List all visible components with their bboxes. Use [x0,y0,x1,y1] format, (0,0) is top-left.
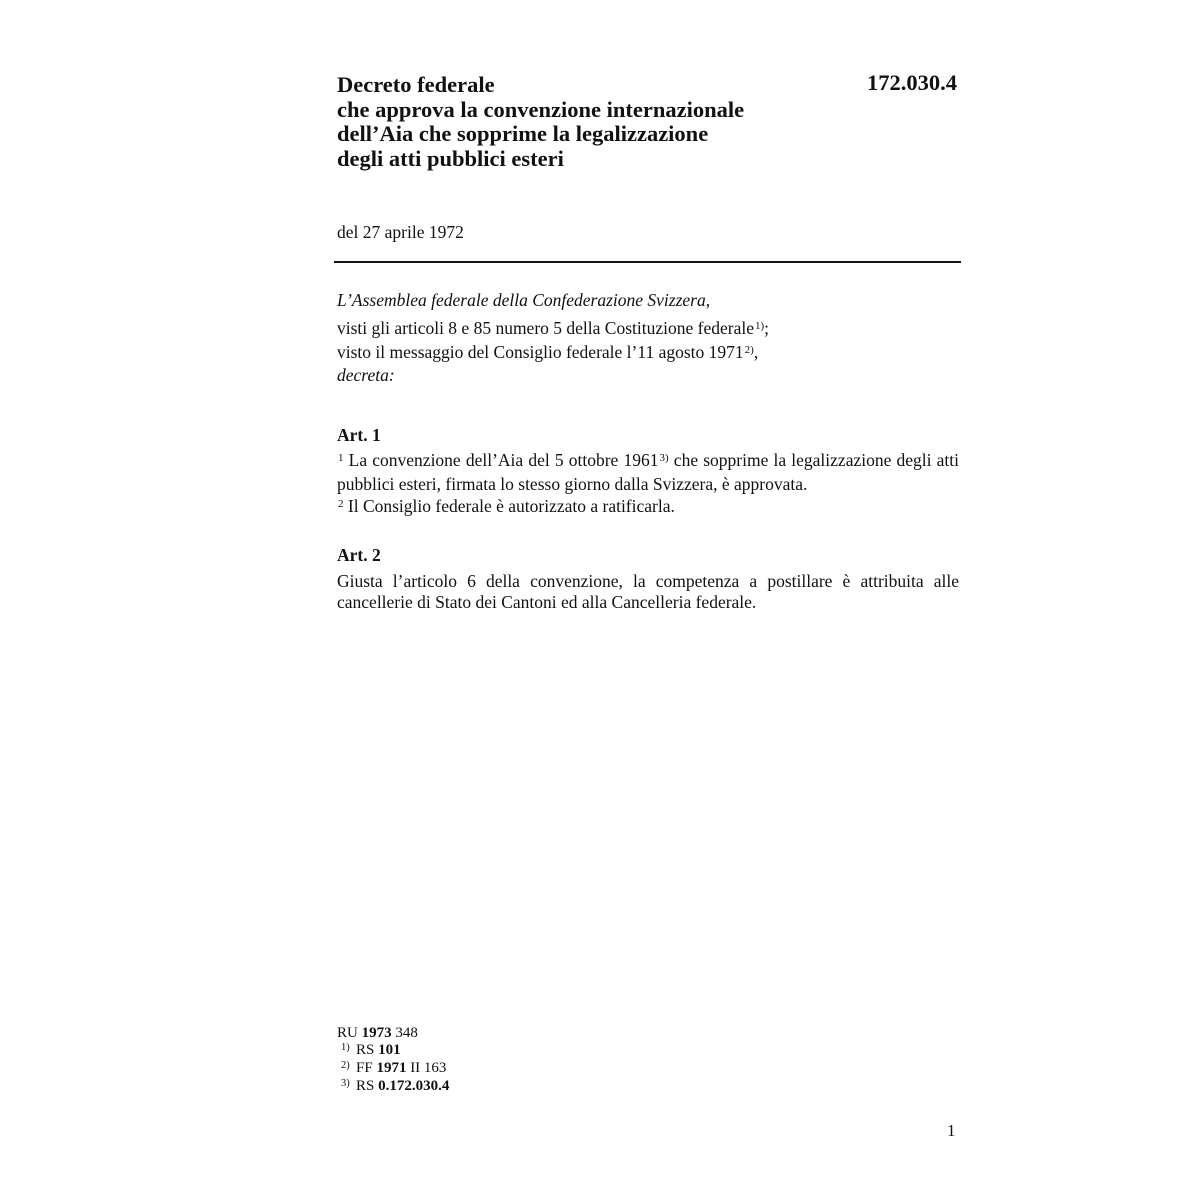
document-title [337,73,817,171]
footnote-bold: 0.172.030.4 [378,1078,450,1094]
visti-2-text: visto il messaggio del Consiglio federale l’11 agosto 1971 [337,341,744,362]
ru-year: 1973 [361,1025,392,1041]
visti-1-end: ; [764,318,770,338]
article-1-p2-text: Il Consiglio federale è autorizzato a ratificarla. [347,496,675,516]
article-1-text-a: La convenzione dell’Aia del 5 ottobre 1961 [348,450,659,470]
preamble-visti [337,318,959,365]
footnote-prefix: RS [356,1042,375,1058]
paragraph-number: 2 [338,498,344,510]
document-number: 172.030.4 [867,70,957,95]
assembly-line: L’Assemblea federale della Confederazione Svizzera, [337,290,711,310]
visti-1-text: visti gli articoli 8 e 85 numero 5 della Costituzione federale [337,318,754,338]
footnote-mark: 2) [341,1060,350,1071]
visti-line-1 [337,318,959,342]
footnote-item [337,1078,449,1096]
footnote-suffix: II 163 [410,1060,447,1076]
ru-page: 348 [395,1025,418,1041]
footnote-bold: 101 [378,1042,401,1058]
article-1-text-b: che sopprime la legalizzazione degli atti pubblici esteri, firmata lo stesso giorno dalla Svizzera, è approvata. [337,450,959,494]
footnote-ref: 2) [744,343,754,356]
paragraph-number: 1 [338,452,344,464]
document-date: del 27 aprile 1972 [337,222,464,242]
title-line: degli atti pubblici esteri [337,145,564,171]
title-line: che approva la convenzione internazionale [337,96,745,122]
footnote-prefix: FF [356,1060,373,1076]
footnote-mark: 1) [341,1042,350,1053]
visti-2-end: , [753,341,759,362]
preamble-assembly [337,290,959,311]
article-paragraph [337,496,959,520]
article-1-heading: Art. 1 [337,425,381,445]
article-2-text: Giusta l’articolo 6 della convenzione, la competenza a postillare è attribuita alle cancellerie di Stato dei Cantoni ed alla Cancelleria federale. [337,571,959,612]
title-divider [334,261,961,263]
page-number: 1 [947,1121,956,1140]
ru-prefix: RU [337,1025,358,1041]
footnote-mark: 3) [341,1078,350,1089]
footnote-bold: 1971 [376,1060,407,1076]
article-2-paragraph-1 [337,571,959,612]
footnote-ref: 3) [659,452,669,464]
title-line: dell’Aia che sopprime la legalizzazione [337,121,709,146]
footnote-ref: 1) [754,320,765,332]
decreta-line: decreta: [337,365,395,385]
footnotes [337,1025,449,1096]
article-paragraph [337,450,959,494]
visti-line-2 [337,342,959,366]
preamble-decreta [337,365,959,386]
footnote-prefix: RS [356,1078,375,1094]
article-1-paragraph-2 [337,496,959,520]
title-line: Decreto federale [337,72,495,97]
article-2-heading: Art. 2 [337,545,381,565]
article-1-paragraph-1 [337,450,959,494]
